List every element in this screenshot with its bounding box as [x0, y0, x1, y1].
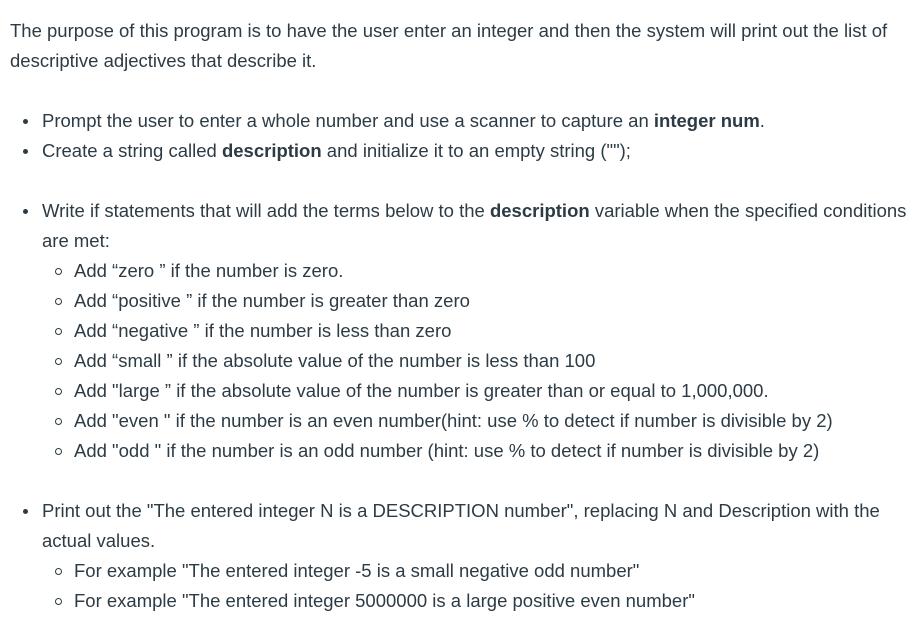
text: Create a string called: [42, 140, 222, 161]
sub-list: [42, 556, 907, 616]
list-item: [10, 106, 907, 136]
text: and initialize it to an empty string ("");: [321, 140, 631, 161]
sub-list-item: Add "large ” if the absolute value of the number is greater than or equal to 1,000,000.: [42, 376, 907, 406]
text: Print out the "The entered integer N is a DESCRIPTION number", replacing N and Description with the actual values.: [42, 500, 880, 551]
text: variable when the specified conditions are met:: [42, 200, 907, 251]
text: Prompt the user to enter a whole number and use a scanner to capture an: [42, 110, 654, 131]
conditions-list: [10, 196, 907, 466]
list-item: [10, 196, 907, 466]
setup-list: [10, 106, 907, 166]
text: Write if statements that will add the terms below to the: [42, 200, 490, 221]
bold-text: integer num: [653, 110, 760, 131]
intro-paragraph: The purpose of this program is to have the user enter an integer and then the system will print out the list of descriptive adjectives that describe it.: [10, 20, 888, 71]
output-list: [10, 496, 907, 616]
sub-list-item: For example "The entered integer -5 is a small negative odd number": [42, 556, 907, 586]
sub-list-item: Add "odd " if the number is an odd number (hint: use % to detect if number is divisible by 2): [42, 436, 907, 466]
text: .: [759, 110, 765, 131]
sub-list-item: Add “positive ” if the number is greater than zero: [42, 286, 907, 316]
sub-list-item: Add "even " if the number is an even number(hint: use % to detect if number is divisible by 2): [42, 406, 907, 436]
sub-list-item: Add “zero ” if the number is zero.: [42, 256, 907, 286]
list-item: [10, 496, 907, 616]
bold-text: description: [489, 200, 590, 221]
bold-text: description: [221, 140, 322, 161]
list-item: [10, 136, 907, 166]
sub-list-item: For example "The entered integer 5000000 is a large positive even number": [42, 586, 907, 616]
sub-list-item: Add “small ” if the absolute value of the number is less than 100: [42, 346, 907, 376]
sub-list-item: Add “negative ” if the number is less than zero: [42, 316, 907, 346]
sub-list: [42, 256, 907, 466]
